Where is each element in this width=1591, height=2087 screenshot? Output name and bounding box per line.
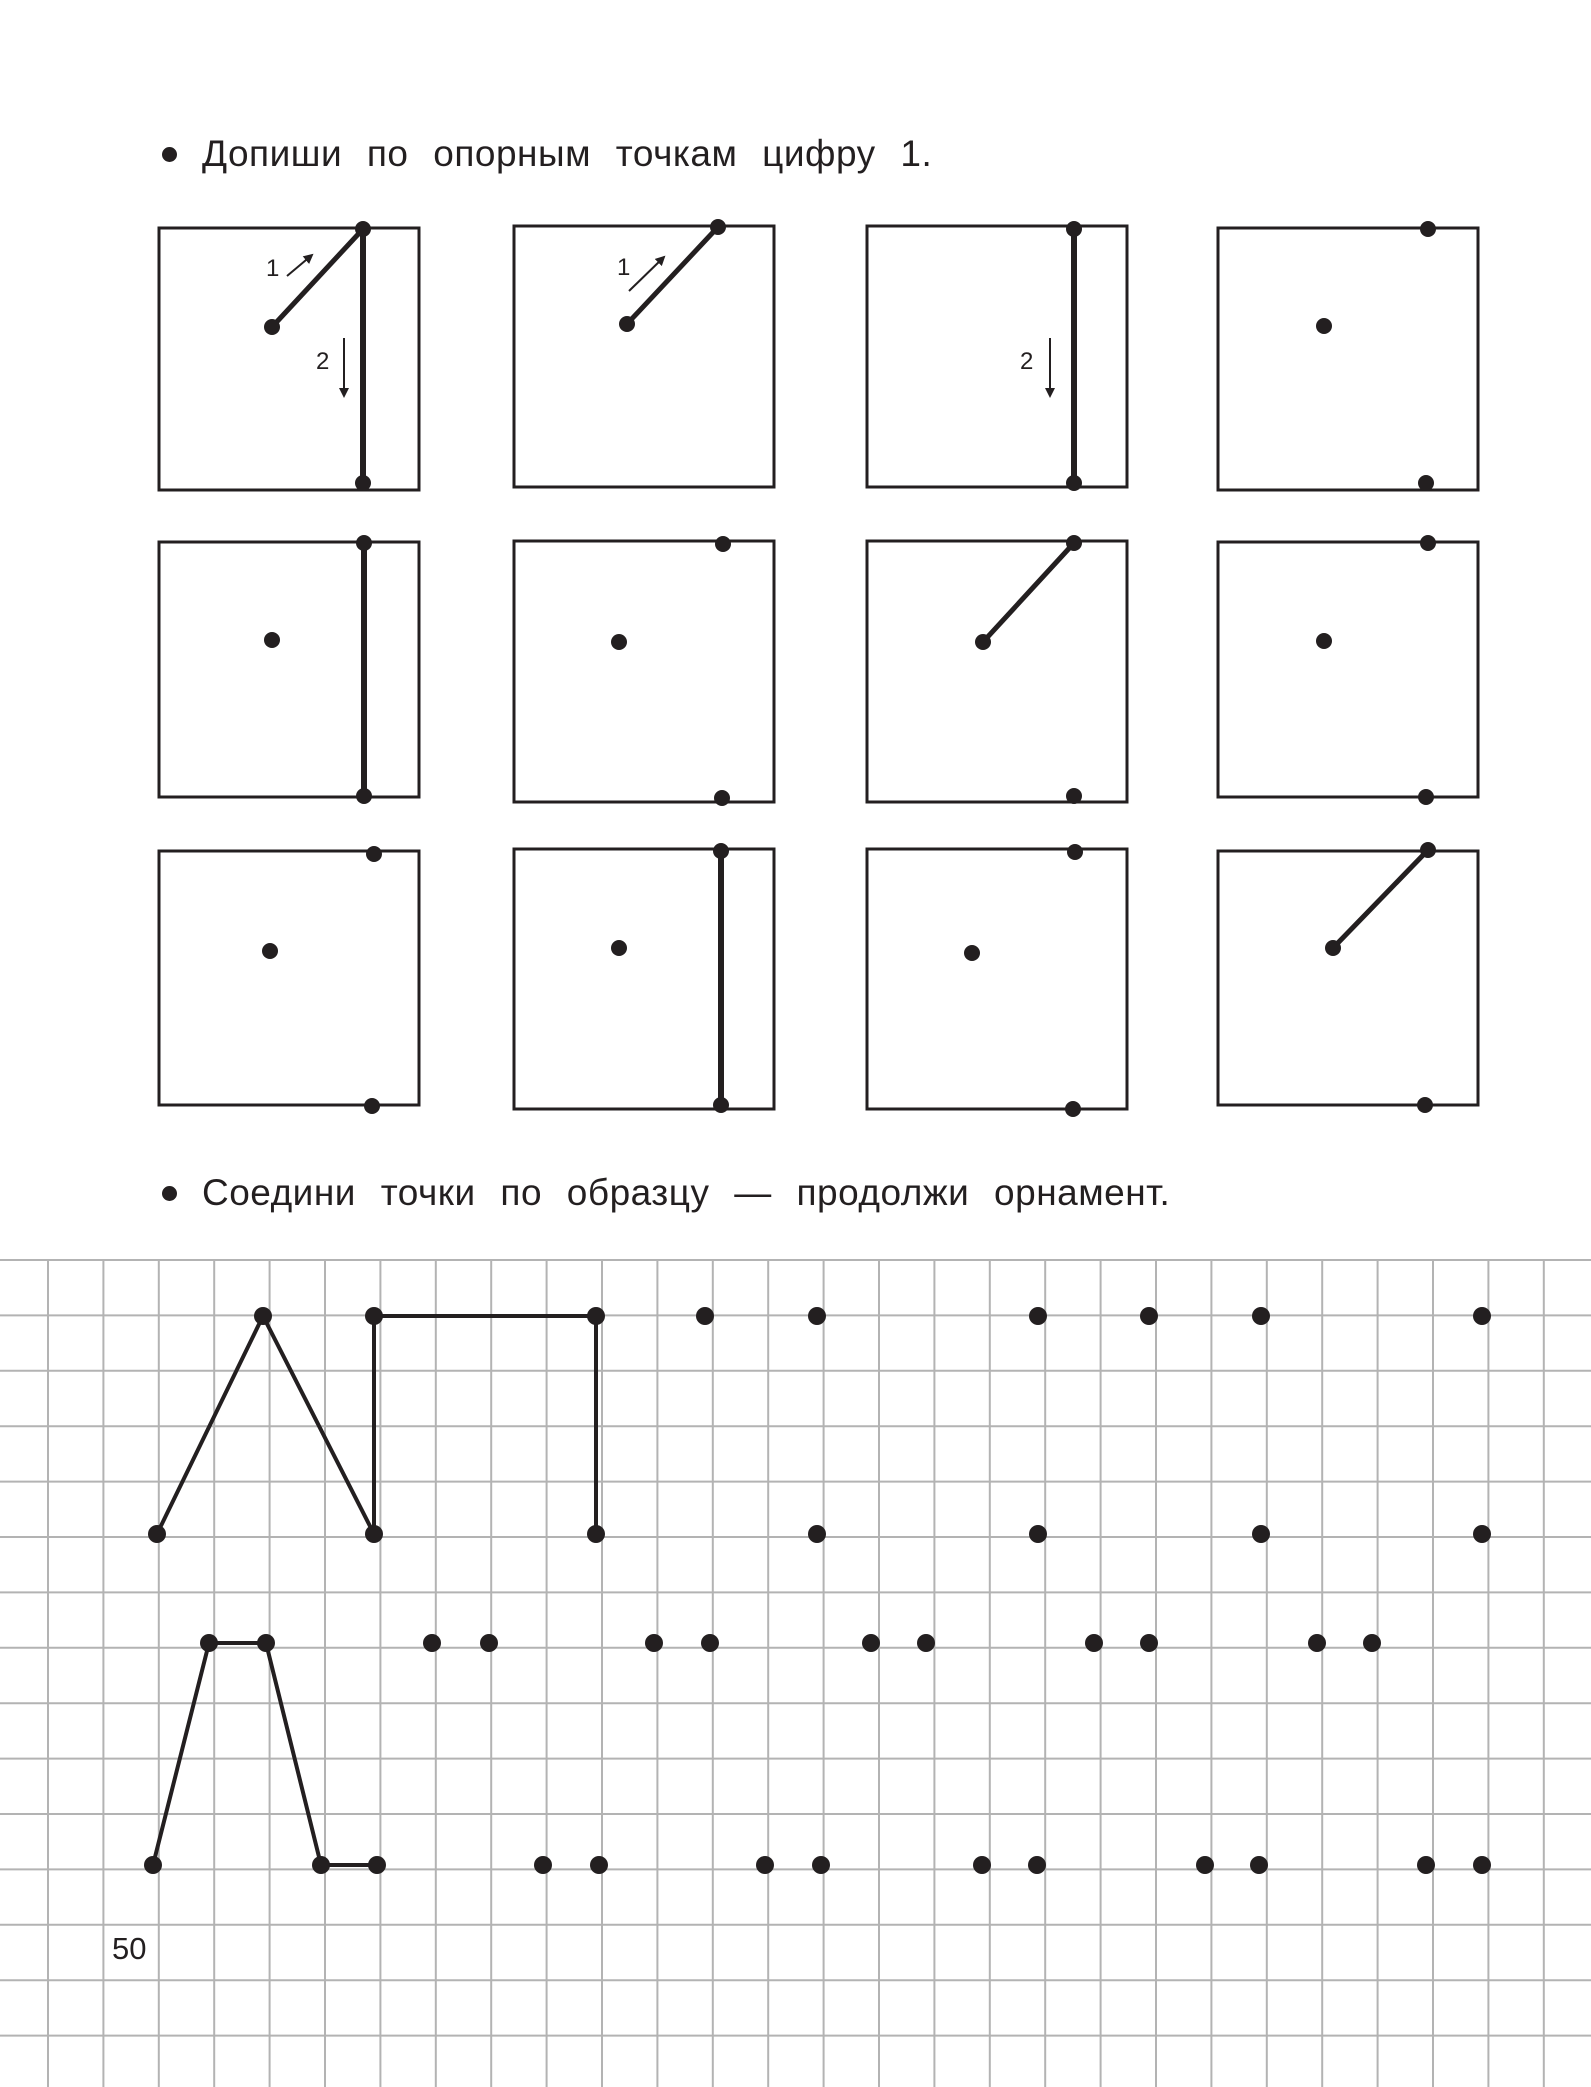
practice-box [867,221,1127,491]
practice-box [514,843,774,1113]
ornament-sample-top [157,1316,596,1534]
stroke-arrow-icon [287,255,312,276]
practice-box [514,219,774,487]
ornament-dots-bottom [144,1634,1491,1874]
arrow-label: 2 [1020,348,1034,375]
instruction-text: Соедини точки по образцу — продолжи орнамент. [202,1172,1171,1213]
page-number: 50 [112,1931,147,1966]
ornament-sample-bottom [153,1643,377,1865]
bullet-icon [162,1186,177,1201]
practice-box [867,535,1127,804]
practice-box [1218,535,1478,805]
practice-box [159,535,419,804]
ornament-dots-top [148,1307,1491,1543]
practice-box [159,221,419,491]
graph-paper-grid [0,1260,1591,2087]
practice-box [159,846,419,1114]
arrow-label: 1 [266,255,280,282]
instruction-ornament [162,1168,1170,1218]
instruction-text: Допиши по опорным точкам цифру 1. [202,133,933,174]
practice-box [1218,221,1478,491]
arrow-label: 1 [617,254,631,281]
practice-box [514,536,774,806]
practice-box [1218,842,1478,1113]
arrow-label: 2 [316,348,330,375]
practice-box [867,844,1127,1117]
stroke-arrow-icon [629,257,664,291]
